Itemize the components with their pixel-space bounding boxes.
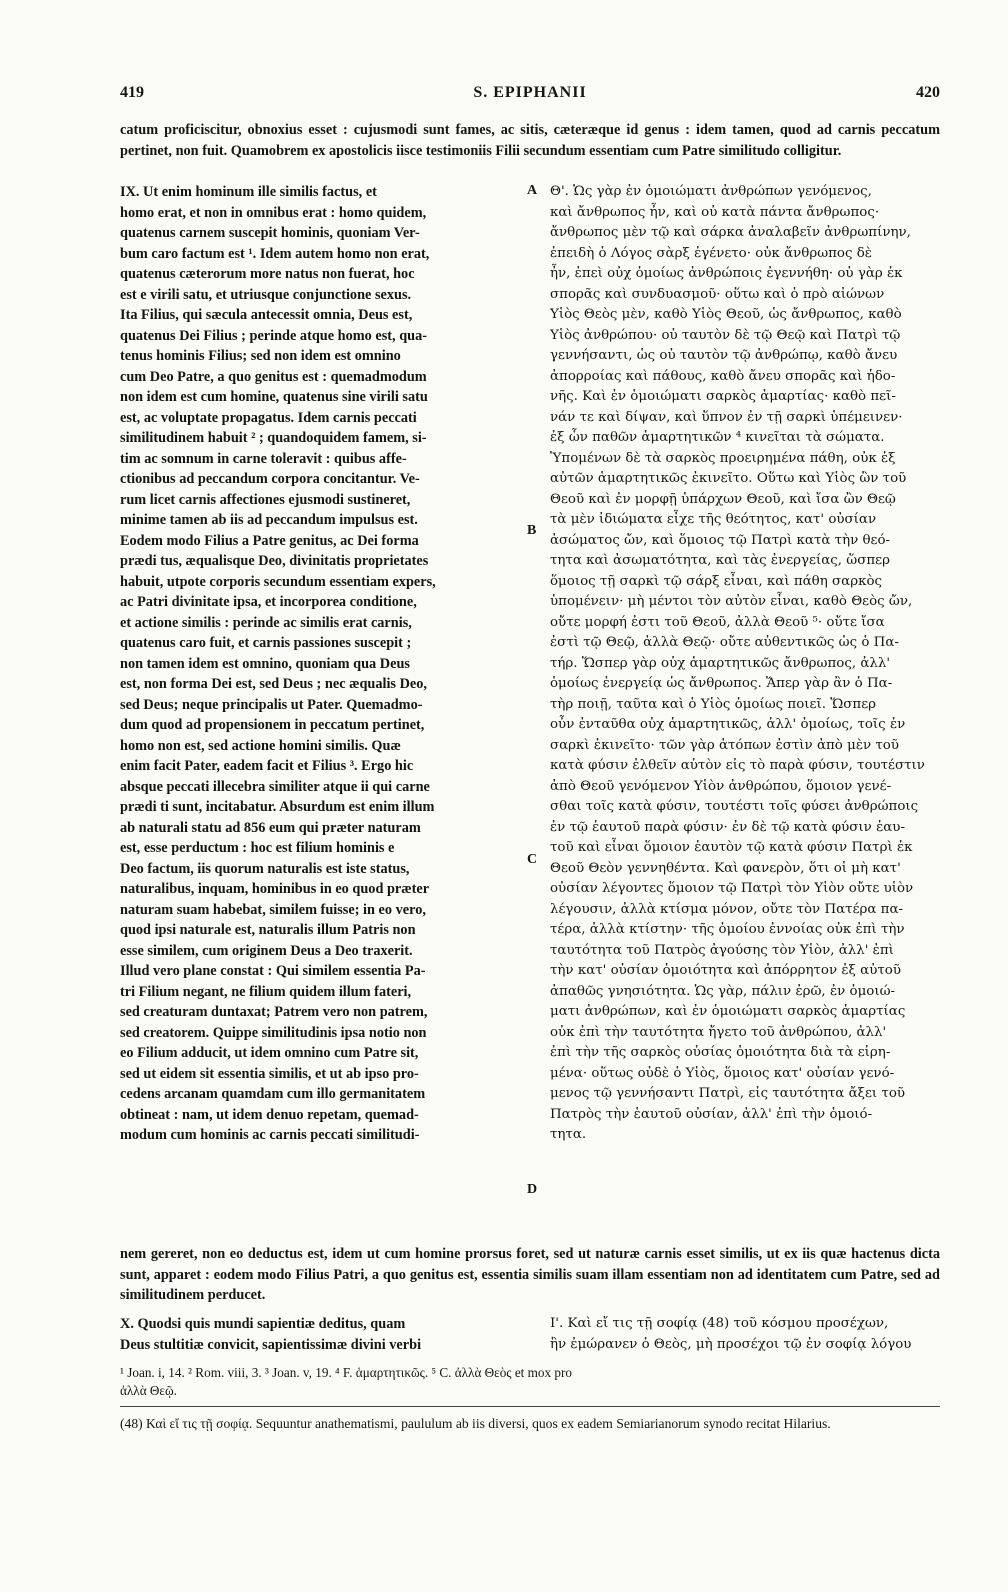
- margin-marker-c: C: [527, 852, 538, 867]
- editorial-note: (48) Καὶ εἴ τις τῇ σοφίᾳ. Sequuntur anathematismi, paululum ab iis diversi, quos ex eadem Semiarianorum synodo recitat Hilarius.: [120, 1416, 831, 1431]
- page-number-left: 419: [120, 84, 144, 101]
- latin-column: IX. Ut enim hominum ille similis factus, et homo erat, et non in omnibus erat : homo quidem, quatenus carnem suscepit hominis, quoniam Ver- bum caro factum est ¹. Idem autem homo non erat, quatenus cæterorum more natus non fuerat, hoc est e virili satu, et utriusque conjunctione sexus. Ita Filius, qui sæcula antecessit omnia, Deus est, quatenus Dei Filius ; perinde atque homo est, qua- tenus hominis Filius; sed non idem est omnino cum Deo Patre, a quo genitus est : quemadmodum non idem est cum homine, quatenus sine virili satu est, ac voluptate propagatus. Idem carnis peccati similitudinem habuit ² ; quandoquidem famem, si- tim ac somnum in carne toleravit : quibus affe- ctionibus ad peccandum corpora concitantur. Ve- rum licet carnis affectiones ejusmodi sustineret, minime tamen ab iis ad peccandum impulsus est. Eodem modo Filius a Patre genitus, ac Dei forma prædi tus, æqualisque Deo, divinitatis proprietates habuit, utpote corporis secundum essentiam expers, ac Patri divinitate ipsa, et incorporea conditione, et actione similis : perinde ac similis erat carnis, quatenus caro fuit, et carnis passiones suscepit ; non tamen idem est omnino, quoniam qua Deus est, non forma Dei est, sed Deus ; nec æqualis Deo, sed Deus; neque principalis ut Pater. Quemadmo- dum quod ad propensionem in peccatum pertinet, homo non est, sed actione homini similis. Quæ enim facit Pater, eadem facit et Filius ³. Ergo hic absque peccati illecebra similiter atque ii qui carne prædi ti sunt, incitabatur. Absurdum est enim illum ab naturali statu ad 856 eum qui præter naturam est, esse perductum : hoc est filium hominis e Deo factum, iis quorum naturalis est iste status, naturalibus, inquam, hominibus in eo quod præter naturam suam habebat, similem fuisse; in eo vero, quod ipsi naturale est, naturalis illum Patris non esse similem, cum originem Deus a Deo traxerit. Illud vero plane constat : Qui similem essentia Pa- tri Filium negant, ne filium quidem illum fateri, sed creaturam duntaxat; Patrem vero non patrem, sed creatorem. Quippe similitudinis ipsa notio non eo Filium adducit, ut idem omnino cum Patre sit, sed ut eidem sit essentia similis, et ut ab ipso pro- cedens arcanam quamdam cum illo germanitatem obtineat : nam, ut idem denuo repetam, quemad- modum cum hominis ac carnis peccati similitudi-: [120, 184, 436, 1143]
- greek-section-x: Ι'. Καὶ εἴ τις τῇ σοφίᾳ (48) τοῦ κόσμου προσέχων, ἣν ἐμώρανεν ὁ Θεὸς, μὴ προσέχοι τῷ ἐν σοφίᾳ λόγου: [550, 1316, 912, 1352]
- footnotes: ¹ Joan. i, 14. ² Rom. viii, 3. ³ Joan. v, 19. ⁴ F. ἁμαρτητικῶς. ⁵ C. ἀλλὰ Θεὸς et mox pro ἀλλὰ Θεῷ.: [120, 1365, 572, 1398]
- latin-section-x: X. Quodsi quis mundi sapientiæ deditus, quam Deus stultitiæ convicit, sapientissimæ divini verbi: [120, 1316, 422, 1353]
- page-header: [120, 84, 940, 108]
- running-title: S. EPIPHANII: [473, 84, 587, 101]
- bridge-paragraph: nem gereret, non eo deductus est, idem ut cum homine prorsus foret, sed ut naturæ carnis esset similis, ut ex iis quæ hactenus dicta sunt, apparet : eodem modo Filius Patri, a quo genitus est, essentia similis suam illam essentiam non ad identitatem cum Patre, sed ad similitudinem perducet.: [120, 1246, 940, 1303]
- footnote-divider: [120, 1406, 940, 1407]
- intro-paragraph: catum proficiscitur, obnoxius esset : cujusmodi sunt fames, ac sitis, cæteræque id genus : idem tamen, quod ad carnis peccatum pertinet, non fuit. Quamobrem ex apostolicis iisce testimoniis Filii secundum essentiam cum Patre similitudo colligitur.: [120, 122, 940, 159]
- margin-marker-b: B: [527, 523, 537, 538]
- margin-marker-d: D: [527, 1182, 538, 1197]
- greek-column: Θ'. Ὡς γὰρ ἐν ὁμοιώματι ἀνθρώπων γενόμενος, καὶ ἄνθρωπος ἦν, καὶ οὐ κατὰ πάντα ἄνθρωπος· ἄνθρωπος μὲν τῷ καὶ σάρκα ἀναλαβεῖν ἀνθρωπίνην, ἐπειδὴ ὁ Λόγος σὰρξ ἐγένετο· οὐκ ἄνθρωπος δὲ ἦν, ἐπεὶ οὐχ ὁμοίως ἀνθρώποις ἐγεννήθη· οὐ γὰρ ἐκ σπορᾶς καὶ συνδυασμοῦ· οὕτω καὶ ὁ πρὸ αἰώνων Υἱὸς Θεὸς μὲν, καθὸ Υἱὸς Θεοῦ, ὡς ἄνθρωπος, καθὸ Υἱὸς ἀνθρώπου· οὐ ταυτὸν δὲ τῷ Θεῷ καὶ Πατρὶ τῷ γεννήσαντι, ὡς οὐ ταυτὸν τῷ ἀνθρώπῳ, καθὸ ἄνευ ἀπορροίας καὶ πάθους, καθὸ ἄνευ σπορᾶς καὶ ἡδο- νῆς. Καὶ ἐν ὁμοιώματι σαρκὸς ἁμαρτίας· καθὸ πεῖ- νάν τε καὶ δίψαν, καὶ ὕπνον ἐν τῇ σαρκὶ ὑπέμεινεν· ἐξ ὧν παθῶν ἁμαρτητικῶν ⁴ κινεῖται τὰ σώματα. Ὑπομένων δὲ τὰ σαρκὸς προειρημένα πάθη, οὐκ ἐξ αὐτῶν ἁμαρτητικῶς ἐκινεῖτο. Οὕτω καὶ Υἱὸς ὢν τοῦ Θεοῦ καὶ ἐν μορφῇ ὑπάρχων Θεοῦ, καὶ ἴσα ὢν Θεῷ τὰ μὲν ἰδιώματα εἶχε τῆς θεότητος, κατ' οὐσίαν ἀσώματος ὤν, καὶ ὅμοιος τῷ Πατρὶ κατὰ τὴν θεό- τητα καὶ ἀσωματότητα, καὶ τὰς ἐνεργείας, ὥσπερ ὅμοιος τῇ σαρκὶ τῷ σάρξ εἶναι, καὶ πάθη σαρκὸς ὑπομένειν· μὴ μέντοι τὸν αὐτὸν εἶναι, καθὸ Θεὸς ὤν, οὔτε μορφή ἐστι τοῦ Θεοῦ, ἀλλὰ Θεοῦ ⁵· οὔτε ἴσα ἐστὶ τῷ Θεῷ, ἀλλὰ Θεῷ· οὔτε αὐθεντικῶς ὡς ὁ Πα- τήρ. Ὥσπερ γὰρ οὐχ ἁμαρτητικῶς ἄνθρωπος, ἀλλ' ὁμοίως ἐνεργείᾳ ὡς ἄνθρωπος. Ἅπερ γὰρ ἂν ὁ Πα- τὴρ ποιῇ, ταῦτα καὶ ὁ Υἱὸς ὁμοίως ποιεῖ. Ὥσπερ οὖν ἐνταῦθα οὐχ ἁμαρτητικῶς, ἀλλ' ὁμοίως, τοῖς ἐν σαρκὶ ἐκινεῖτο· τῶν γὰρ ἀτόπων ἐστὶν ἀπὸ μὲν τοῦ κατὰ φύσιν ἐλθεῖν αὐτὸν εἰς τὸ παρὰ φύσιν, τουτέστιν ἀπὸ Θεοῦ γενόμενον Υἱὸν ἀνθρώπου, ὅμοιον γενέ- σθαι τοῖς κατὰ φύσιν, τουτέστι τοῖς φύσει ἀνθρώποις ἐν τῷ ἑαυτοῦ παρὰ φύσιν· ἐν δὲ τῷ κατὰ φύσιν ἑαυ- τοῦ καὶ εἶναι ὅμοιον ἑαυτὸν τῷ κατὰ φύσιν Πατρὶ ἐκ Θεοῦ Θεὸν γεννηθέντα. Καὶ φανερὸν, ὅτι οἱ μὴ κατ' οὐσίαν λέγοντες ὅμοιον τῷ Πατρὶ τὸν Υἱὸν οὔτε υἱὸν λέγουσιν, ἀλλὰ κτίσμα μόνον, οὔτε τὸν Πατέρα πα- τέρα, ἀλλὰ κτίστην· τῆς ὁμοίου ἐννοίας οὐκ ἐπὶ τὴν ταυτότητα τοῦ Πατρὸς ἀγούσης τὸν Υἱὸν, ἀλλ' ἐπὶ τὴν κατ' οὐσίαν ὁμοιότητα καὶ ἀπόρρητον ἐξ αὐτοῦ ἀπαθῶς γνησιότητα. Ὡς γὰρ, πάλιν ἐρῶ, ἐν ὁμοιώ- ματι ἀνθρώπων, καὶ ἐν ὁμοιώματι σαρκὸς ἁμαρτίας οὐκ ἐπὶ τὴν ταυτότητα ἤγετο τοῦ ἀνθρώπου, ἀλλ' ἐπὶ τὴν τῆς σαρκὸς οὐσίας ὁμοιότητα διὰ τὰ εἰρη- μένα· οὕτως οὐδὲ ὁ Υἱὸς, ὅμοιος κατ' οὐσίαν γενό- μενος τῷ γεννήσαντι Πατρὶ, εἰς ταυτότητα ἄξει τοῦ Πατρὸς τὴν ἑαυτοῦ οὐσίαν, ἀλλ' ἐπὶ τὴν ὁμοιό- τητα.: [550, 184, 925, 1142]
- page-number-right: 420: [916, 84, 940, 101]
- margin-marker-a: A: [527, 183, 538, 198]
